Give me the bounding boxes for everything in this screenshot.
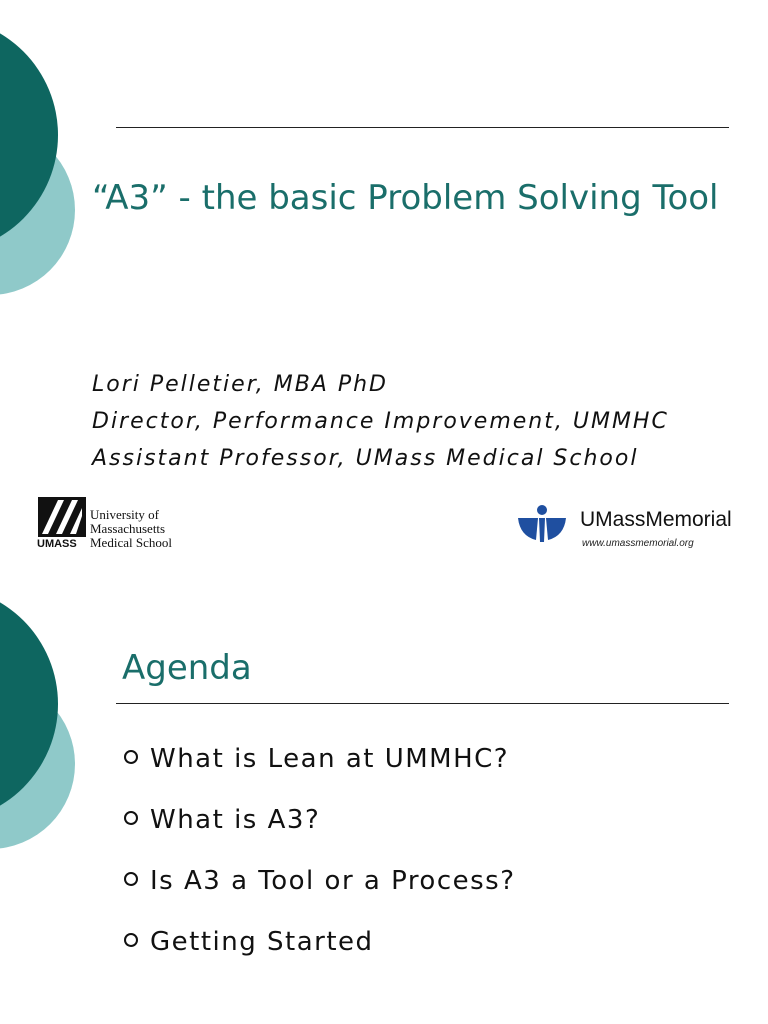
agenda-title: Agenda <box>122 648 252 688</box>
list-item <box>124 805 516 866</box>
agenda-rule <box>116 703 729 704</box>
decorative-circles <box>0 576 120 896</box>
list-item <box>124 927 516 988</box>
bullet-circle-icon <box>124 750 138 764</box>
agenda-list <box>124 744 516 988</box>
list-item-text: Is A3 a Tool or a Process? <box>150 866 516 896</box>
umass-line-2: Massachusetts <box>90 521 166 536</box>
umass-memorial-logo <box>516 502 761 552</box>
bullet-circle-icon <box>124 872 138 886</box>
umass-memorial-emblem-icon <box>516 502 568 546</box>
bullet-circle-icon <box>124 933 138 947</box>
author-role: Director, Performance Improvement, UMMHC <box>92 409 669 434</box>
umass-line-3: Medical School <box>90 535 172 550</box>
slide-title-text: “A3” - the basic Problem Solving Tool <box>92 178 719 218</box>
umass-line-1: University of <box>90 507 159 522</box>
bullet-circle-icon <box>124 811 138 825</box>
list-item-text: What is Lean at UMMHC? <box>150 744 510 774</box>
list-item <box>124 744 516 805</box>
list-item <box>124 866 516 927</box>
umass-memorial-url: www.umassmemorial.org <box>582 538 694 549</box>
list-item-text: Getting Started <box>150 927 374 957</box>
umass-medical-logo <box>36 494 188 552</box>
author-affiliation: Assistant Professor, UMass Medical School <box>92 446 639 471</box>
slide-agenda <box>0 576 768 1024</box>
decorative-circles <box>0 0 120 320</box>
umass-abbr: UMASS <box>37 538 77 550</box>
title-rule <box>116 127 729 128</box>
list-item-text: What is A3? <box>150 805 321 835</box>
umass-memorial-name: UMassMemorial <box>580 508 732 531</box>
author-name: Lori Pelletier, MBA PhD <box>92 372 388 397</box>
